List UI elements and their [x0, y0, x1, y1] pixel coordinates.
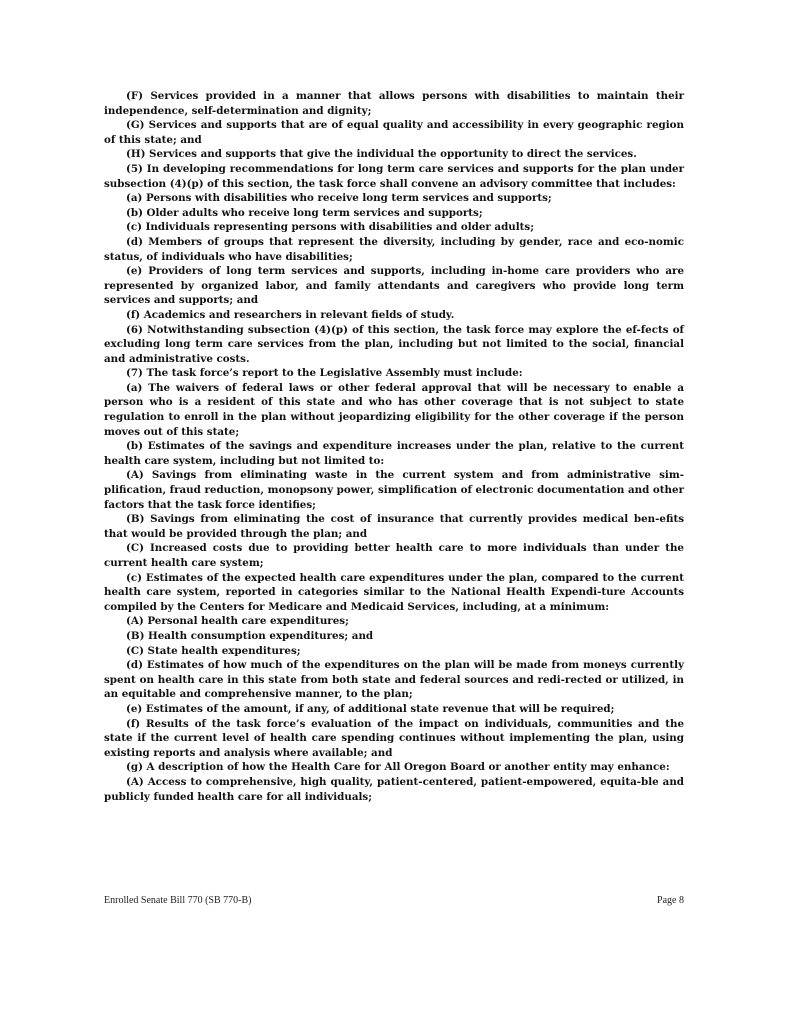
paragraph-f-academics: (f) Academics and researchers in relevant fields of study.: [126, 308, 455, 321]
paragraph-B-consumption: (B) Health consumption expenditures; and: [126, 629, 374, 642]
paragraph-g-description: (g) A description of how the Health Care for All Oregon Board or another entity may enhance:: [126, 761, 670, 774]
paragraph-f-services: (F) Services provided in a manner that allows persons with disabilities to maintain their independence, self-determination and dignity;: [104, 90, 684, 117]
paragraph-c-expected-expenditures: (c) Estimates of the expected health care expenditures under the plan, compared to the current health care system, reported in categories similar to the National Health Expendi-ture Accounts compiled by the Centers for Medicare and Medicaid Services, including, at a minimum:: [104, 571, 684, 613]
paragraph-7-report: (7) The task force’s report to the Legislative Assembly must include:: [126, 367, 523, 380]
paragraph-c-individuals: (c) Individuals representing persons with disabilities and older adults;: [126, 221, 535, 234]
paragraph-h-services: (H) Services and supports that give the individual the opportunity to direct the services.: [126, 148, 637, 161]
document-body: [104, 89, 684, 804]
paragraph-b-older-adults: (b) Older adults who receive long term services and supports;: [126, 206, 483, 219]
paragraph-g-services: (G) Services and supports that are of equal quality and accessibility in every geographic region of this state; and: [104, 119, 684, 146]
paragraph-C-state: (C) State health expenditures;: [126, 644, 301, 657]
paragraph-A-access: (A) Access to comprehensive, high quality, patient-centered, patient-empowered, equita-ble and publicly funded health care for all individuals;: [104, 775, 684, 803]
paragraph-d-moneys: (d) Estimates of how much of the expenditures on the plan will be made from moneys currently spent on health care in this state from both state and federal sources and redi-rected or utilized, in an equitable and comprehensive manner, to the plan;: [104, 659, 684, 701]
paragraph-e-providers: (e) Providers of long term services and supports, including in-home care providers who are represented by organized labor, and family attendants and caregivers who provide long term services and supports; and: [104, 265, 684, 307]
paragraph-f-results: (f) Results of the task force’s evaluation of the impact on individuals, communities and the state if the current level of health care spending continues without implementing the plan, using existing reports and analysis where available; and: [104, 717, 684, 759]
paragraph-a-waivers: (a) The waivers of federal laws or other federal approval that will be necessary to enable a person who is a resident of this state and who has other coverage that is not subject to state regulation to enroll in the plan without jeopardizing eligibility for the other coverage if the person moves out of this state;: [104, 381, 684, 438]
bill-identifier: Enrolled Senate Bill 770 (SB 770-B): [104, 895, 252, 906]
paragraph-B-savings-insurance: (B) Savings from eliminating the cost of insurance that currently provides medical ben-efits that would be provided through the plan; and: [104, 513, 684, 540]
paragraph-A-personal: (A) Personal health care expenditures;: [126, 615, 349, 628]
paragraph-A-savings-waste: (A) Savings from eliminating waste in the current system and from administrative sim-plification, fraud reduction, monopsony power, simplification of electronic documentation and other factors that the task force identifies;: [104, 469, 684, 511]
paragraph-6-notwithstanding: (6) Notwithstanding subsection (4)(p) of this section, the task force may explore the ef-fects of excluding long term care services from the plan, including but not limited to the social, financial and administrative costs.: [104, 323, 684, 365]
page-number: Page 8: [657, 895, 684, 906]
paragraph-5-advisory: (5) In developing recommendations for long term care services and supports for the plan under subsection (4)(p) of this section, the task force shall convene an advisory committee that includes:: [104, 162, 684, 190]
paragraph-e-revenue: (e) Estimates of the amount, if any, of additional state revenue that will be required;: [126, 702, 615, 715]
paragraph-b-estimates: (b) Estimates of the savings and expenditure increases under the plan, relative to the current health care system, including but not limited to:: [104, 440, 684, 467]
paragraph-C-increased-costs: (C) Increased costs due to providing better health care to more individuals than under the current health care system;: [104, 542, 684, 569]
paragraph-a-persons: (a) Persons with disabilities who receive long term services and supports;: [126, 192, 552, 205]
paragraph-d-members: (d) Members of groups that represent the diversity, including by gender, race and eco-nomic status, of individuals who have disabilities;: [104, 235, 684, 263]
